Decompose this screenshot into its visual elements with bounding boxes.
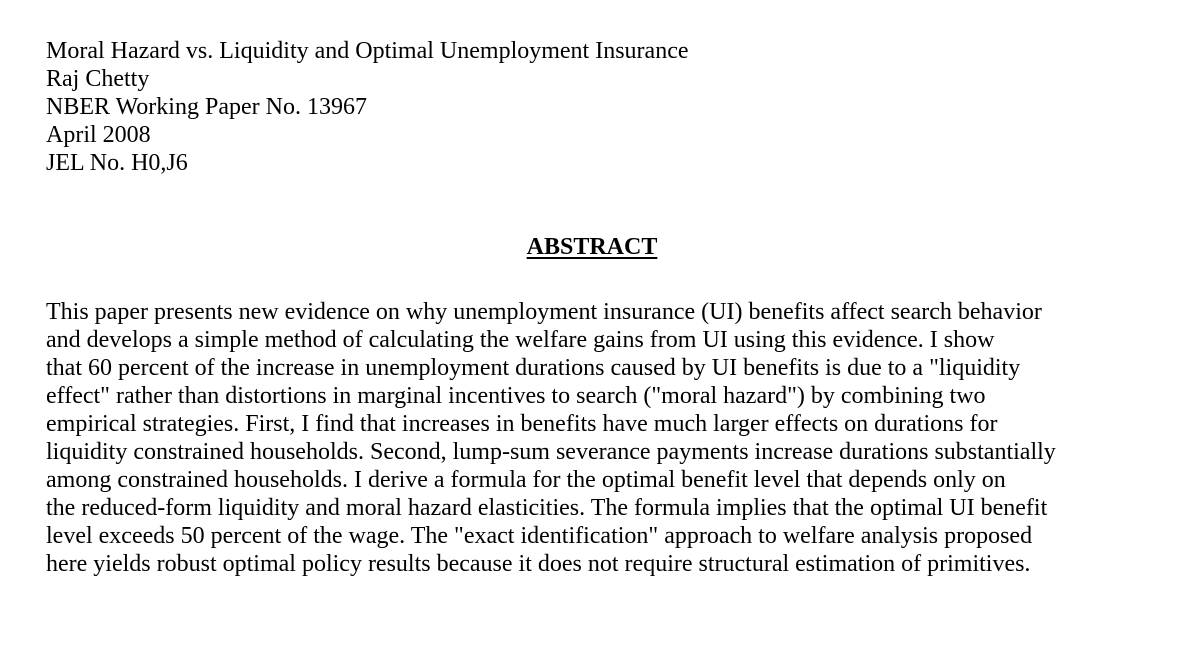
abstract-line: liquidity constrained households. Second, lump-sum severance payments increase durations substantially [46,439,1056,465]
abstract-line: empirical strategies. First, I find that increases in benefits have much larger effects on durations for [46,411,998,437]
paper-date: April 2008 [46,122,151,148]
abstract-body [46,298,1156,578]
abstract-line: level exceeds 50 percent of the wage. The "exact identification" approach to welfare analysis proposed [46,523,1033,549]
abstract-heading-container [46,233,1138,261]
abstract-line: among constrained households. I derive a formula for the optimal benefit level that depends only on [46,467,1006,493]
abstract-line: the reduced-form liquidity and moral hazard elasticities. The formula implies that the optimal UI benefit [46,495,1048,521]
abstract-heading: ABSTRACT [526,234,658,260]
abstract-line: here yields robust optimal policy results because it does not require structural estimation of primitives. [46,551,1031,577]
abstract-line: that 60 percent of the increase in unemployment durations caused by UI benefits is due to a "liquidity [46,355,1021,381]
paper-jel: JEL No. H0,J6 [46,150,188,176]
paper-title: Moral Hazard vs. Liquidity and Optimal Unemployment Insurance [46,38,689,64]
abstract-line: effect" rather than distortions in marginal incentives to search ("moral hazard") by combining two [46,383,986,409]
abstract-line: This paper presents new evidence on why unemployment insurance (UI) benefits affect search behavior [46,299,1042,325]
abstract-line: and develops a simple method of calculating the welfare gains from UI using this evidence. I show [46,327,995,353]
paper-author: Raj Chetty [46,66,150,92]
paper-page [46,37,1156,577]
paper-series: NBER Working Paper No. 13967 [46,94,367,120]
